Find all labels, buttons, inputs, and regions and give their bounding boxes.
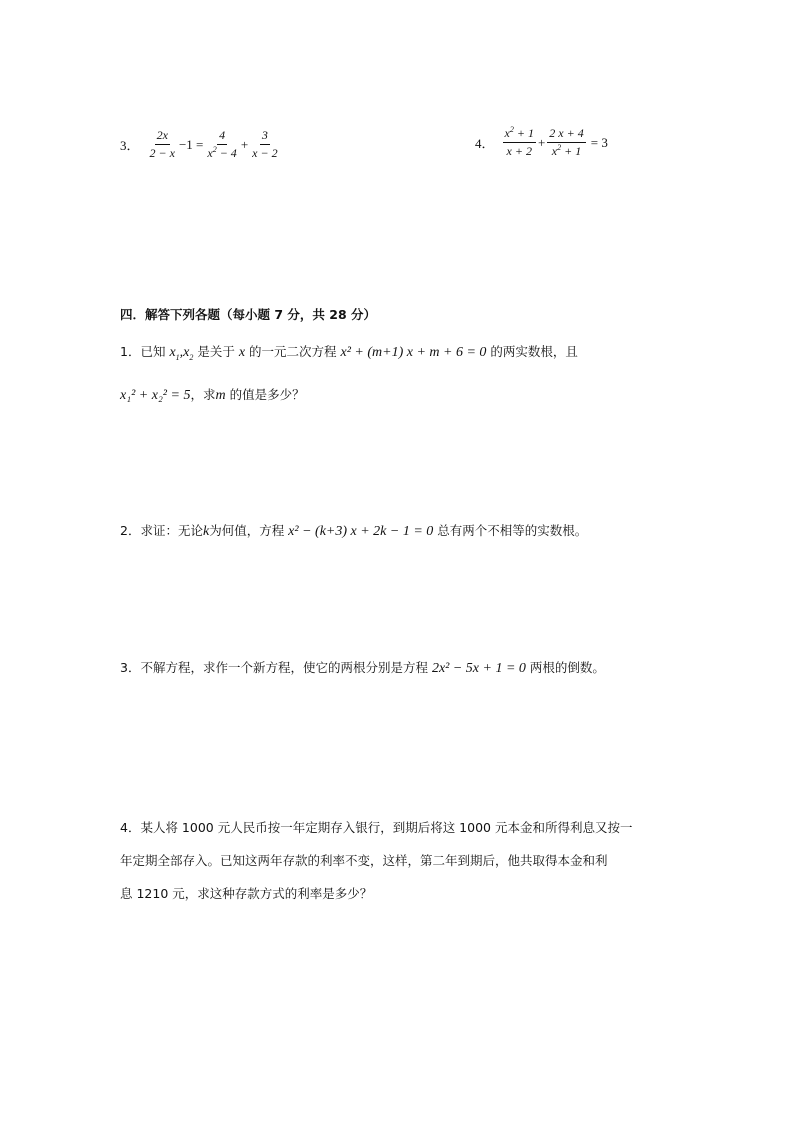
question-3-equation: 2x² − 5x + 1 = 0 xyxy=(431,661,526,676)
equation-3-fraction-2: $\frac{4}{x^2 - 4}$ xyxy=(207,128,237,160)
question-1-condition: x₁² + x₂² = 5 xyxy=(120,388,191,403)
question-2: 2．求证：无论k为何值，方程 x² − (k+3) x + 2k − 1 = 0 总有两个不相等的实数根。 xyxy=(120,523,588,539)
question-4-line-3: 息 1210 元，求这种存款方式的利率是多少？ xyxy=(120,886,373,901)
equation-3: 3． $\frac{2x}{2 - x}$ −1 = $\frac{4}{x^2 - 4}$ + $\frac{3}{x - 2}$ xyxy=(120,128,278,160)
equation-4-number: 4． xyxy=(475,136,495,151)
equation-3-fraction-3: $\frac{3}{x - 2}$ xyxy=(252,128,278,160)
section-heading: 四．解答下列各题（每小题 7 分，共 28 分） xyxy=(120,307,377,322)
question-2-equation: x² − (k+3) x + 2k − 1 = 0 xyxy=(288,524,434,539)
equation-4-fraction-1: $\frac{x^2 + 1}{x + 2}$ xyxy=(504,125,534,158)
equation-3-number: 3． xyxy=(120,138,140,153)
question-4-line-1: 4．某人将 1000 元人民币按一年定期存入银行，到期后将这 1000 元本金和所得利息又按一 xyxy=(120,820,633,835)
equation-4: 4． $\frac{x^2 + 1}{x + 2}$ + $\frac{2 x + 4}{x^2 + 1}$ = 3 xyxy=(475,125,608,158)
equation-4-fraction-2: $\frac{2 x + 4}{x^2 + 1}$ xyxy=(549,126,584,158)
question-4-line-2: 年定期全部存入。已知这两年存款的利率不变，这样，第二年到期后，他共取得本金和利 xyxy=(120,853,608,868)
equation-3-fraction-1: $\frac{2x}{2 - x}$ xyxy=(149,128,175,160)
question-1-equation: x² + (m+1) x + m + 6 = 0 xyxy=(340,345,487,360)
question-1-line-1: 1．已知 $x_1,x_2$ 是关于 x 的一元二次方程 x² + (m+1) x + m + 6 = 0 的两实数根，且 xyxy=(120,344,578,362)
question-1-line-2: x₁² + x₂² = 5，求m 的值是多少？ xyxy=(120,387,305,403)
question-3: 3．不解方程，求作一个新方程，使它的两根分别是方程 2x² − 5x + 1 = 0 两根的倒数。 xyxy=(120,660,605,676)
